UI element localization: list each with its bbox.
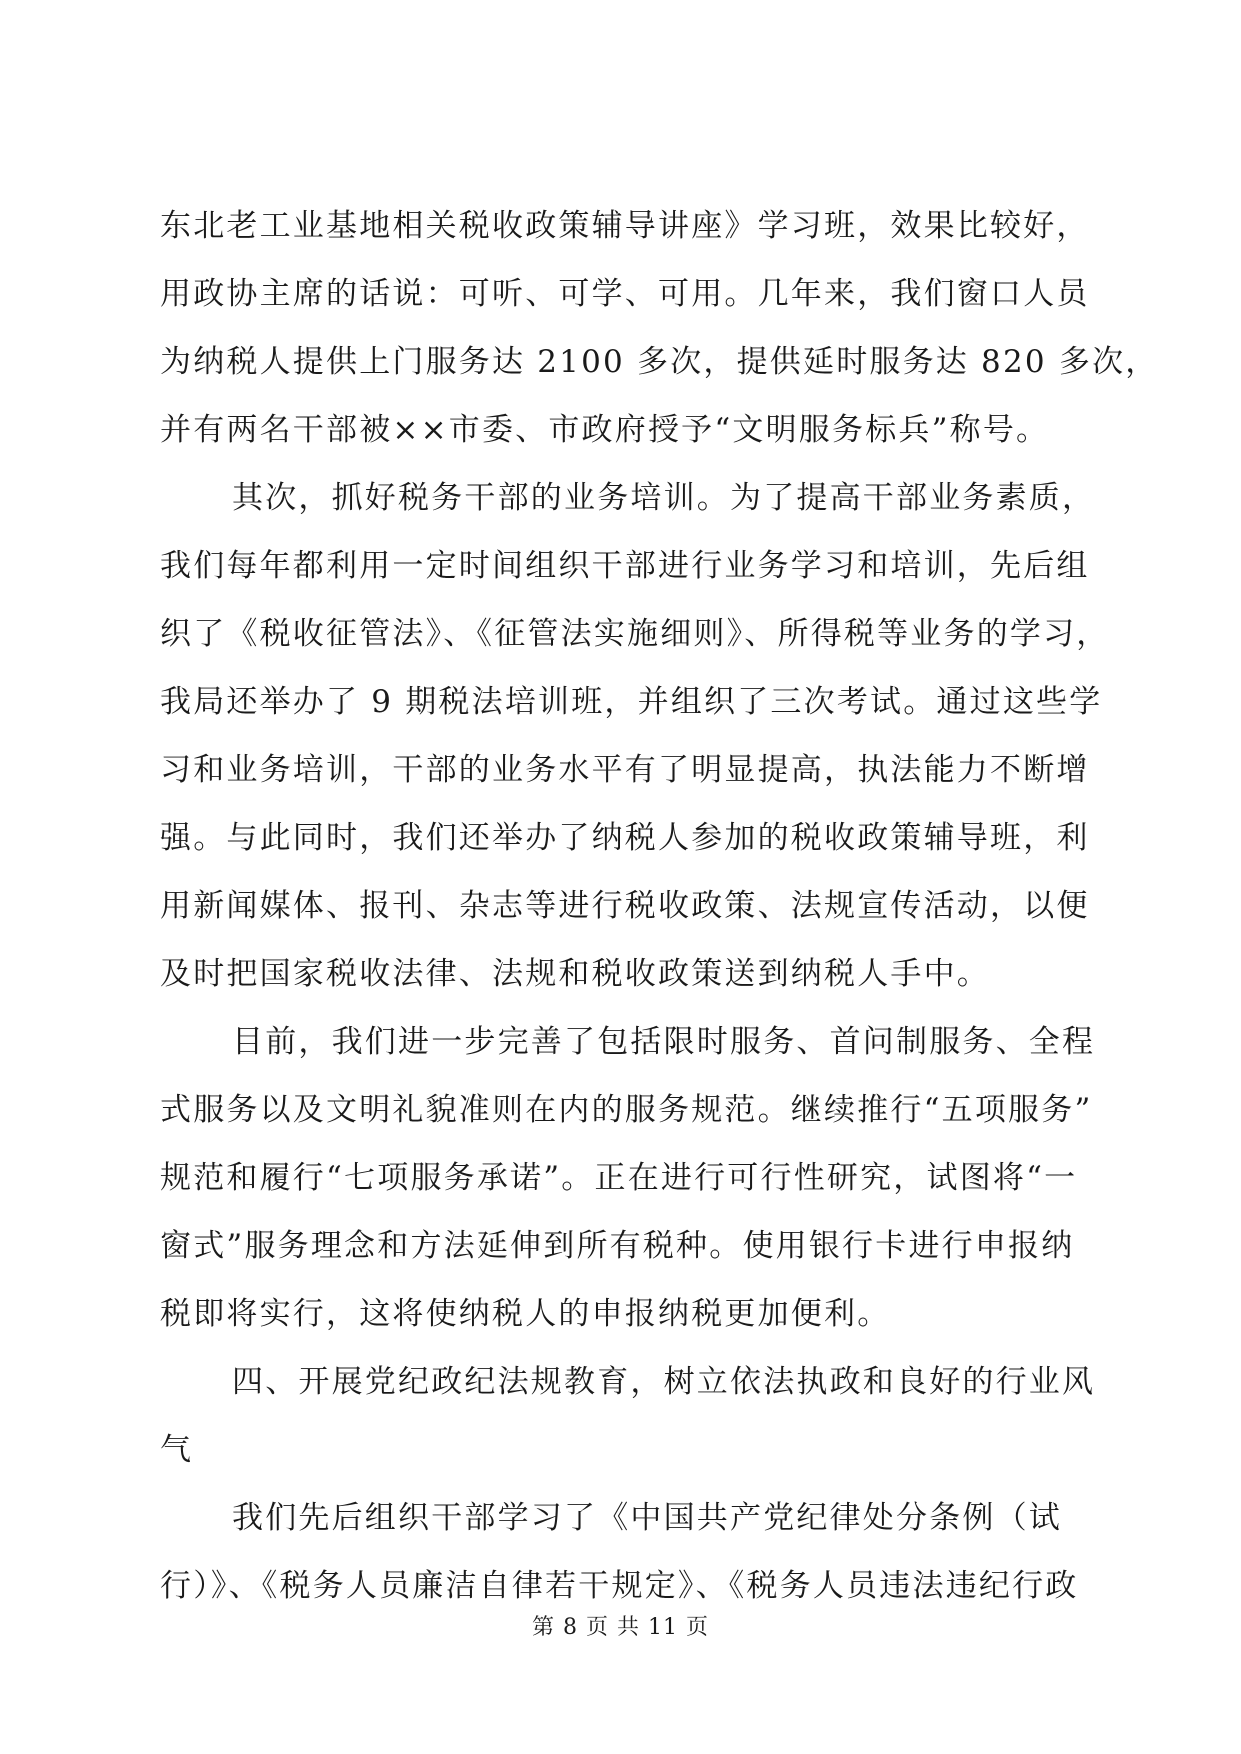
text-line: 强。与此同时，我们还举办了纳税人参加的税收政策辅导班，利 [160, 820, 1090, 856]
text-line: 其次，抓好税务干部的业务培训。为了提高干部业务素质， [232, 480, 1096, 516]
text-line: 窗式”服务理念和方法延伸到所有税种。使用银行卡进行申报纳 [160, 1228, 1075, 1264]
text-line: 习和业务培训，干部的业务水平有了明显提高，执法能力不断增 [160, 752, 1090, 788]
text-line: 用新闻媒体、报刊、杂志等进行税收政策、法规宣传活动，以便 [160, 888, 1090, 924]
text-line: 税即将实行，这将使纳税人的申报纳税更加便利。 [160, 1296, 891, 1332]
text-line: 气 [160, 1432, 194, 1468]
page-footer: 第 8 页 共 11 页 [532, 1615, 709, 1640]
text-line: 规范和履行“七项服务承诺”。正在进行可行性研究，试图将“一 [160, 1160, 1078, 1196]
text-line: 用政协主席的话说：可听、可学、可用。几年来，我们窗口人员 [160, 276, 1090, 312]
text-line: 为纳税人提供上门服务达 2100 多次，提供延时服务达 820 多次， [160, 344, 1159, 380]
text-line: 我们每年都利用一定时间组织干部进行业务学习和培训，先后组 [160, 548, 1090, 584]
text-line: 行）》、《税务人员廉洁自律若干规定》、《税务人员违法违纪行政 [160, 1568, 1079, 1604]
text-line: 织了《税收征管法》、《征管法实施细则》、所得税等业务的学习， [160, 616, 1110, 652]
text-line: 我们先后组织干部学习了《中国共产党纪律处分条例（试 [232, 1500, 1062, 1536]
text-line: 四、开展党纪政纪法规教育，树立依法执政和良好的行业风 [232, 1364, 1096, 1400]
text-line: 目前，我们进一步完善了包括限时服务、首问制服务、全程 [232, 1024, 1096, 1060]
text-line: 式服务以及文明礼貌准则在内的服务规范。继续推行“五项服务” [160, 1092, 1093, 1128]
text-line: 东北老工业基地相关税收政策辅导讲座》学习班，效果比较好， [160, 208, 1090, 244]
text-line: 我局还举办了 9 期税法培训班，并组织了三次考试。通过这些学 [160, 684, 1103, 720]
text-line: 并有两名干部被××市委、市政府授予“文明服务标兵”称号。 [160, 412, 1050, 448]
text-line: 及时把国家税收法律、法规和税收政策送到纳税人手中。 [160, 956, 990, 992]
document-body [160, 192, 1159, 1620]
